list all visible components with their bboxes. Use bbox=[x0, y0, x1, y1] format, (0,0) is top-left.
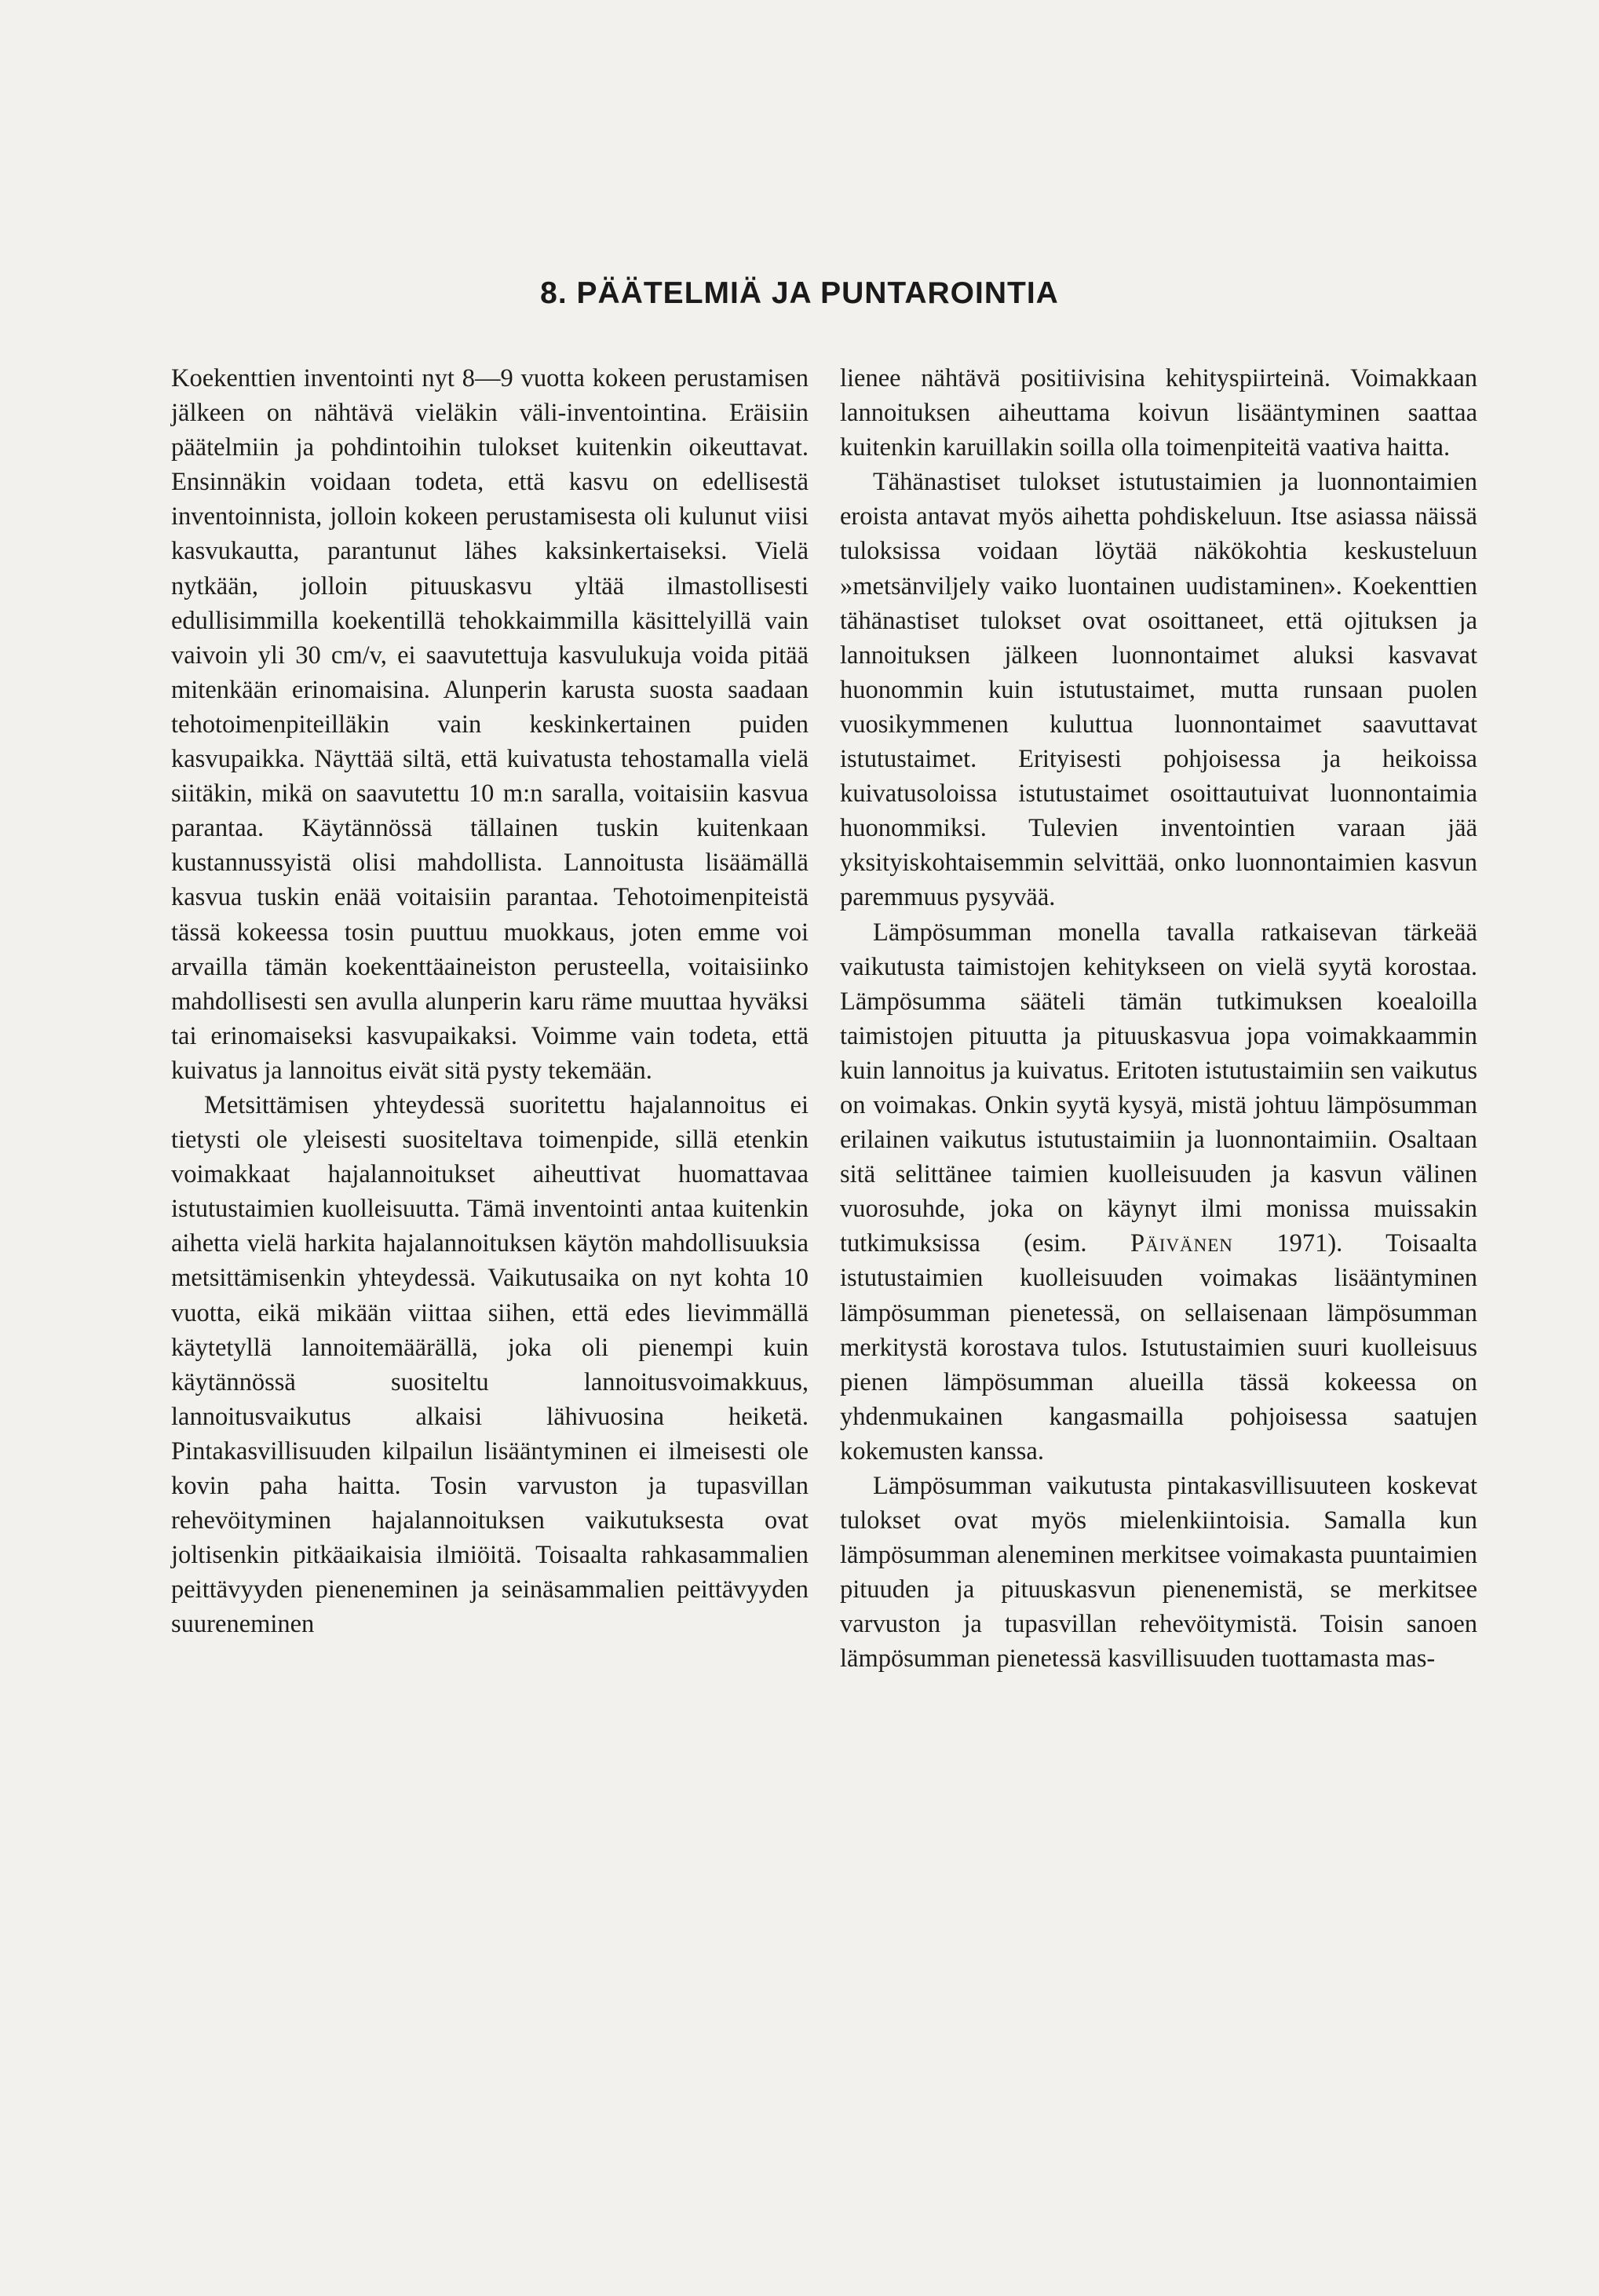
paragraph: Koekenttien inventointi nyt 8—9 vuotta kokeen perustamisen jälkeen on nähtävä vieläkin väli-inventointina. Eräisiin päätelmiin ja pohdintoihin tulokset kuitenkin oikeuttavat. Ensinnäkin voidaan todeta, että kasvu on edellisestä inventoinnista, jolloin kokeen perustamisesta oli kulunut viisi kasvukautta, parantunut lähes kaksinkertaiseksi. Vielä nytkään, jolloin pituuskasvu yltää ilmastollisesti edullisimmilla koekentillä tehokkaimmilla käsittelyillä vain vaivoin yli 30 cm/v, ei saavutettuja kasvulukuja voida pitää mitenkään erinomaisina. Alunperin karusta suosta saadaan tehotoimenpiteilläkin vain keskinkertainen puiden kasvupaikka. Näyttää siltä, että kuivatusta tehostamalla vielä siitäkin, mikä on saavutettu 10 m:n saralla, voitaisiin kasvua parantaa. Käytännössä tällainen tuskin kuitenkaan kustannussyistä olisi mahdollista. Lannoitusta lisäämällä kasvua tuskin enää voitaisiin parantaa. Tehotoimenpiteistä tässä kokeessa tosin puuttuu muokkaus, joten emme voi arvailla tämän koekenttäaineiston perusteella, voitaisiinko mahdollisesti sen avulla alunperin karu räme muuttaa hyväksi tai erinomaiseksi kasvupaikaksi. Voimme vain todeta, että kuivatus ja lannoitus eivät sitä pysty tekemään. bbox=[171, 364, 809, 1085]
right-column bbox=[840, 361, 1477, 1677]
left-column bbox=[171, 361, 809, 1641]
paragraph: Tähänastiset tulokset istutustaimien ja luonnontaimien eroista antavat myös aihetta pohdiskeluun. Itse asiassa näissä tuloksissa voidaan löytää näkökohtia keskusteluun »metsänviljely vaiko luontainen uudistaminen». Koekenttien tähänastiset tulokset ovat osoittaneet, että ojituksen ja lannoituksen jälkeen luonnontaimet aluksi kasvavat huonommin kuin istutustaimet, mutta runsaan puolen vuosikymmenen kuluttua luonnontaimet saavuttavat istutustaimet. Erityisesti pohjoisessa ja heikoissa kuivatusoloissa istutustaimet osoittautuivat luonnontaimia huonommiksi. Tulevien inventointien varaan jää yksityiskohtaisemmin selvittää, onko luonnontaimien kasvun paremmuus pysyvää. bbox=[840, 468, 1477, 912]
paragraph bbox=[840, 915, 1477, 1469]
paragraph-text: 1971). Toisaalta istutustaimien kuolleisuuden voimakas lisääntyminen lämpösumman pienetessä, on sellaisenaan lämpösumman merkitystä korostava tulos. Istutustaimien suuri kuolleisuus pienen lämpösumman alueilla tässä kokeessa on yhdenmukainen kangasmailla pohjoisessa saatujen kokemusten kanssa. bbox=[840, 1229, 1477, 1466]
section-title: 8. PÄÄTELMIÄ JA PUNTAROINTIA bbox=[540, 276, 1059, 310]
paragraph: lienee nähtävä positiivisina kehityspiirteinä. Voimakkaan lannoituksen aiheuttama koivun lisääntyminen saattaa kuitenkin karuillakin soilla olla toimenpiteitä vaativa haitta. bbox=[840, 364, 1477, 462]
paragraph: Lämpösumman vaikutusta pintakasvillisuuteen koskevat tulokset ovat myös mielenkiintoisia. Samalla kun lämpösumman aleneminen merkitsee voimakasta puuntaimien pituuden ja pituuskasvun pienenemistä, se merkitsee varvuston ja tupasvillan rehevöitymistä. Toisin sanoen lämpösumman pienetessä kasvillisuuden tuottamasta mas- bbox=[840, 1472, 1477, 1674]
paragraph-text: Lämpösumman monella tavalla ratkaisevan tärkeää vaikutusta taimistojen kehitykseen on vielä syytä korostaa. Lämpösumma sääteli tämän tutkimuksen koealoilla taimistojen pituutta ja pituuskasvua jopa voimakkaammin kuin lannoitus ja kuivatus. Eritoten istutustaimiin sen vaikutus on voimakas. Onkin syytä kysyä, mistä johtuu lämpösumman erilainen vaikutus istutustaimiin ja luonnontaimiin. Osaltaan sitä selittänee taimien kuolleisuuden ja kasvun välinen vuorosuhde, joka on käynyt ilmi monissa muissakin tutkimuksissa (esim. bbox=[840, 918, 1477, 1258]
citation-author: Päivänen bbox=[1130, 1229, 1233, 1258]
paragraph: Metsittämisen yhteydessä suoritettu hajalannoitus ei tietysti ole yleisesti suositeltava toimenpide, sillä etenkin voimakkaat hajalannoitukset aiheuttivat huomattavaa istutustaimien kuolleisuutta. Tämä inventointi antaa kuitenkin aihetta vielä harkita hajalannoituksen käytön mahdollisuuksia metsittämisenkin yhteydessä. Vaikutusaika on nyt kohta 10 vuotta, eikä mikään viittaa siihen, että edes lievimmällä käytetyllä lannoitemäärällä, joka oli pienempi kuin käytännössä suositeltu lannoitusvoimakkuus, lannoitusvaikutus alkaisi lähivuosina heiketä. Pintakasvillisuuden kilpailun lisääntyminen ei ilmeisesti ole kovin paha haitta. Tosin varvuston ja tupasvillan rehevöityminen hajalannoituksen vaikutuksesta ovat joltisenkin pitkäaikaisia ilmiöitä. Toisaalta rahkasammalien peittävyyden pieneneminen ja seinäsammalien peittävyyden suureneminen bbox=[171, 1090, 809, 1639]
